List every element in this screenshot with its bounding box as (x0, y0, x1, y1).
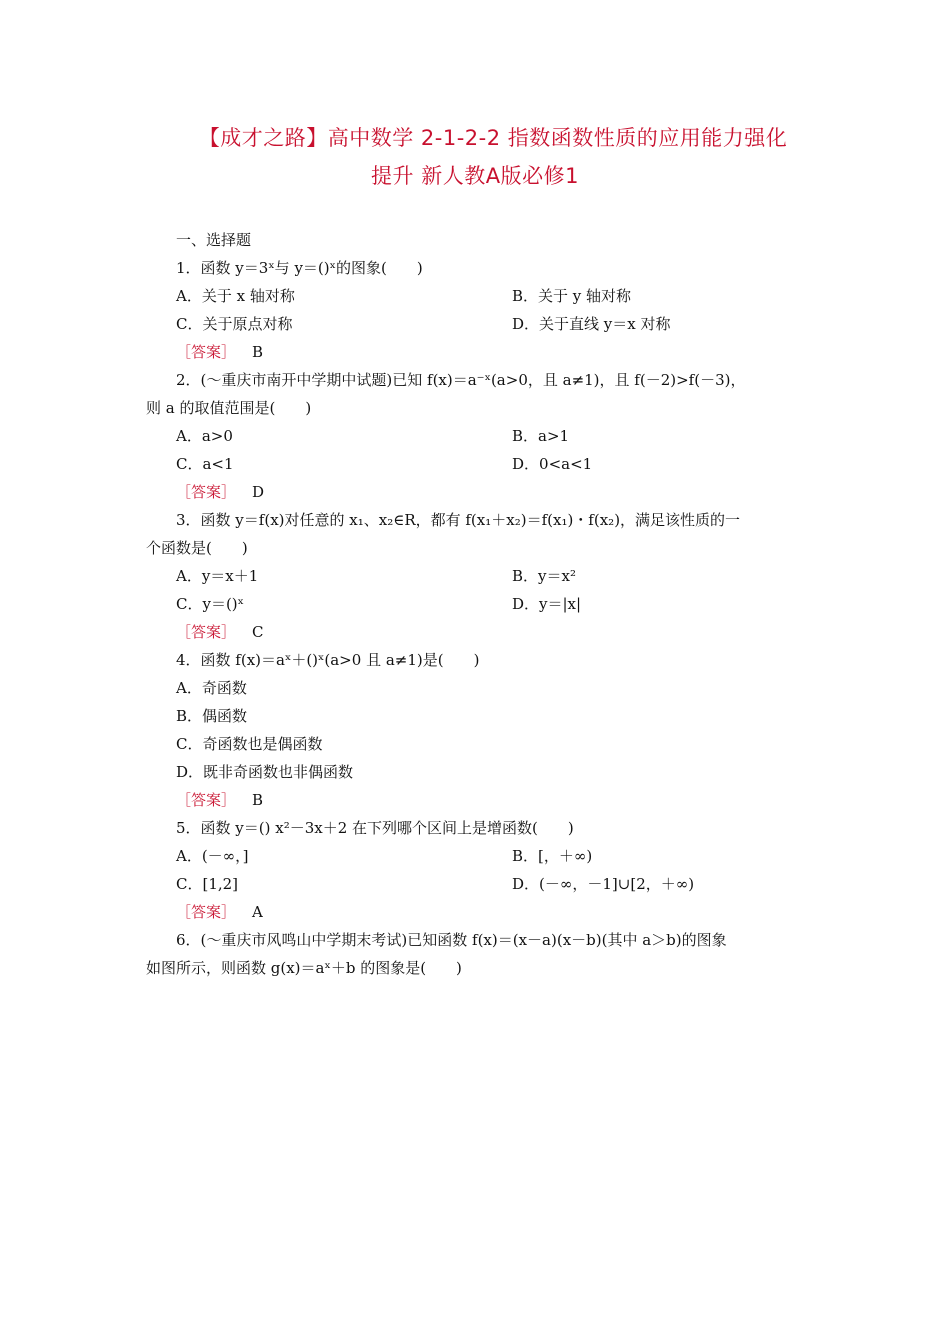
option-d: D．既非奇函数也非偶函数 (176, 763, 354, 781)
question-stem: 6．(～重庆市风鸣山中学期末考试)已知函数 f(x)＝(x－a)(x－b)(其中 a＞b)的图象 (176, 931, 727, 949)
question-stem: 4．函数 f(x)＝aˣ＋()ˣ(a>0 且 a≠1)是( ) (176, 651, 480, 669)
answer-line (176, 342, 263, 362)
question-stem-cont: 个函数是( ) (146, 539, 248, 557)
option-b: B．a>1 (512, 427, 570, 445)
title-line-2: 提升 新人教A版必修1 (371, 164, 579, 188)
answer-line (176, 790, 263, 810)
question-stem-cont: 则 a 的取值范围是( ) (146, 399, 312, 417)
section-heading: 一、选择题 (176, 231, 252, 249)
question-stem-cont: 如图所示，则函数 g(x)＝aˣ＋b 的图象是( ) (146, 959, 462, 977)
option-c: C．y＝()ˣ (176, 595, 245, 613)
option-d: D．(－∞，－1]∪[2，＋∞) (512, 875, 695, 893)
answer-tag: ［答案］ (176, 343, 237, 361)
option-b: B．偶函数 (176, 707, 248, 725)
option-d: D．0<a<1 (512, 455, 593, 473)
answer-tag: ［答案］ (176, 903, 237, 921)
answer-line (176, 482, 264, 502)
option-b: B．y＝x² (512, 567, 576, 585)
answer-value: B (252, 791, 264, 809)
option-a: A．奇函数 (176, 679, 247, 697)
question-stem: 1．函数 y＝3ˣ与 y＝()ˣ的图象( ) (176, 259, 423, 277)
answer-value: D (252, 483, 265, 501)
option-a: A．(－∞，] (176, 847, 249, 865)
option-d: D．关于直线 y＝x 对称 (512, 315, 671, 333)
option-c: C．a<1 (176, 455, 234, 473)
option-a: A．a>0 (176, 427, 233, 445)
option-c: C．奇函数也是偶函数 (176, 735, 323, 753)
answer-line (176, 622, 264, 642)
question-stem: 3．函数 y＝f(x)对任意的 x₁、x₂∈R，都有 f(x₁＋x₂)＝f(x₁)・f(x₂)，满足该性质的一 (176, 511, 741, 529)
option-a: A．关于 x 轴对称 (176, 287, 295, 305)
answer-value: B (252, 343, 264, 361)
option-c: C．关于原点对称 (176, 315, 293, 333)
answer-line (176, 902, 263, 922)
option-b: B．[，＋∞) (512, 847, 593, 865)
option-c: C．[1,2] (176, 875, 239, 893)
option-a: A．y＝x＋1 (176, 567, 259, 585)
option-b: B．关于 y 轴对称 (512, 287, 632, 305)
answer-value: A (252, 903, 263, 921)
option-d: D．y＝|x| (512, 595, 582, 613)
answer-value: C (252, 623, 264, 641)
answer-tag: ［答案］ (176, 791, 237, 809)
title-line-1: 【成才之路】高中数学 2-1-2-2 指数函数性质的应用能力强化 (198, 126, 788, 150)
answer-tag: ［答案］ (176, 623, 237, 641)
answer-tag: ［答案］ (176, 483, 237, 501)
question-stem: 2．(～重庆市南开中学期中试题)已知 f(x)＝a⁻ˣ(a>0，且 a≠1)，且 f(－2)>f(－3)， (176, 371, 746, 389)
question-stem: 5．函数 y＝() x²－3x＋2 在下列哪个区间上是增函数( ) (176, 819, 574, 837)
